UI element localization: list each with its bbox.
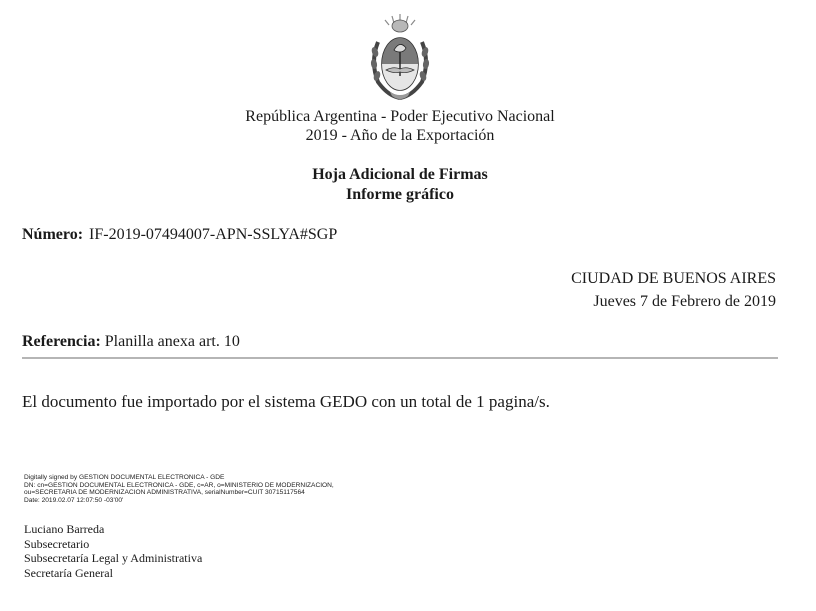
reference-label: Referencia: [22,333,101,350]
header-line-1: República Argentina - Poder Ejecutivo Nacional [245,108,555,125]
signer-block [24,522,202,580]
document-title: Hoja Adicional de Firmas [312,166,488,183]
divider [22,357,778,359]
reference [22,332,240,351]
argentina-coat-of-arms-icon [366,12,434,102]
place-city: CIUDAD DE BUENOS AIRES [571,270,776,287]
digital-signature-line: DN: cn=GESTION DOCUMENTAL ELECTRONICA - GDE, c=AR, o=MINISTERIO DE MODERNIZACION, [24,481,334,489]
document-number [22,225,337,244]
document-number-value: IF-2019-07494007-APN-SSLYA#SGP [89,226,338,243]
digital-signature-line: ou=SECRETARIA DE MODERNIZACION ADMINISTRATIVA, serialNumber=CUIT 30715117564 [24,489,305,497]
digital-signature-line: Date: 2019.02.07 12:07:50 -03'00' [24,496,124,504]
signer-office: Subsecretaría Legal y Administrativa [24,551,203,566]
document-number-label: Número: [22,226,84,243]
body-text: El documento fue importado por el sistema GEDO con un total de 1 pagina/s. [22,392,550,411]
digital-signature-line: Digitally signed by GESTION DOCUMENTAL ELECTRONICA - GDE [24,474,225,481]
signer-unit: Secretaría General [24,565,113,580]
document-subtitle: Informe gráfico [346,186,454,203]
digital-signature-block [24,474,334,504]
place-date: Jueves 7 de Febrero de 2019 [593,293,776,310]
header-line-2: 2019 - Año de la Exportación [305,127,495,144]
signer-role: Subsecretario [24,536,90,551]
reference-value: Planilla anexa art. 10 [104,333,240,350]
signer-name: Luciano Barreda [24,522,105,536]
